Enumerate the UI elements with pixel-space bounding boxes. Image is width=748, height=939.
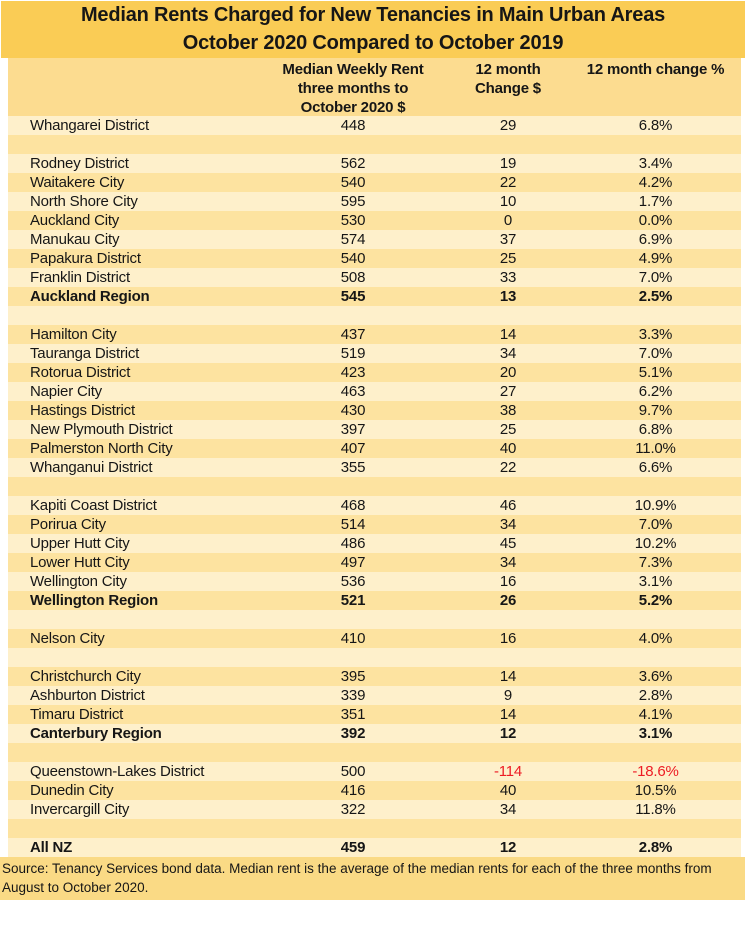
rent-cell: 463 bbox=[340, 383, 366, 400]
rent-cell: 574 bbox=[340, 231, 366, 248]
change-percent-cell: 7.0% bbox=[638, 516, 673, 533]
rent-cell: 486 bbox=[340, 535, 366, 552]
rent-cell: 540 bbox=[340, 174, 366, 191]
source-note: Source: Tenancy Services bond data. Median rent is the average of the median rents for each of the three months from August to October 2020. bbox=[0, 857, 745, 900]
title-line-2: October 2020 Compared to October 2019 bbox=[182, 32, 564, 54]
change-percent-cell: 4.1% bbox=[638, 706, 673, 723]
change-dollars-cell: 38 bbox=[499, 402, 517, 419]
change-percent-cell: 5.2% bbox=[638, 592, 673, 609]
table-body bbox=[8, 116, 741, 857]
title-line-1: Median Rents Charged for New Tenancies in Main Urban Areas bbox=[80, 4, 666, 26]
area-name-cell: Lower Hutt City bbox=[30, 554, 130, 571]
area-name-cell: Palmerston North City bbox=[30, 440, 173, 457]
rent-cell: 410 bbox=[340, 630, 366, 647]
change-dollars-cell: 14 bbox=[499, 706, 517, 723]
rent-cell: 351 bbox=[340, 706, 366, 723]
area-name-cell: Wellington Region bbox=[30, 592, 158, 609]
change-percent-cell: 10.5% bbox=[634, 782, 677, 799]
change-percent-cell: 10.2% bbox=[634, 535, 677, 552]
change-percent-cell: 2.8% bbox=[638, 839, 673, 856]
change-dollars-cell: 34 bbox=[499, 801, 517, 818]
table-row bbox=[8, 762, 741, 781]
rent-cell: 500 bbox=[340, 763, 366, 780]
rent-cell: 397 bbox=[340, 421, 366, 438]
area-name-cell: Manukau City bbox=[30, 231, 120, 248]
rent-cell: 355 bbox=[340, 459, 366, 476]
area-name-cell: Porirua City bbox=[30, 516, 106, 533]
change-dollars-cell: 16 bbox=[499, 630, 517, 647]
change-dollars-cell: 34 bbox=[499, 345, 517, 362]
change-percent-cell: 5.1% bbox=[638, 364, 673, 381]
rent-cell: 416 bbox=[340, 782, 366, 799]
change-percent-cell: 3.6% bbox=[638, 668, 673, 685]
table-row bbox=[8, 363, 741, 382]
table-row bbox=[8, 534, 741, 553]
table-row bbox=[8, 211, 741, 230]
change-dollars-cell: 14 bbox=[499, 668, 517, 685]
change-dollars-cell: 29 bbox=[499, 117, 517, 134]
change-dollars-cell: 22 bbox=[499, 459, 517, 476]
area-name-cell: Wellington City bbox=[30, 573, 127, 590]
rent-cell: 536 bbox=[340, 573, 366, 590]
rent-cell: 468 bbox=[340, 497, 366, 514]
area-name-cell: All NZ bbox=[30, 839, 73, 856]
change-percent-cell: 7.0% bbox=[638, 345, 673, 362]
change-percent-cell: 11.0% bbox=[635, 440, 676, 457]
change-dollars-cell: 19 bbox=[499, 155, 517, 172]
area-name-cell: New Plymouth District bbox=[30, 421, 173, 438]
change-dollars-cell: 34 bbox=[499, 516, 517, 533]
area-name-cell: North Shore City bbox=[30, 193, 138, 210]
table-row bbox=[8, 800, 741, 819]
rent-cell: 540 bbox=[340, 250, 366, 267]
area-name-cell: Rodney District bbox=[30, 155, 129, 172]
table-row bbox=[8, 458, 741, 477]
rent-cell: 448 bbox=[340, 117, 366, 134]
change-percent-cell: 4.9% bbox=[638, 250, 673, 267]
change-percent-cell: 1.7% bbox=[638, 193, 673, 210]
area-name-cell: Dunedin City bbox=[30, 782, 114, 799]
area-name-cell: Napier City bbox=[30, 383, 102, 400]
col-header-change-dollars: 12 month Change $ bbox=[475, 61, 541, 97]
spacer-row bbox=[8, 477, 741, 496]
area-name-cell: Auckland City bbox=[30, 212, 120, 229]
change-percent-cell: 9.7% bbox=[638, 402, 673, 419]
rent-cell: 508 bbox=[340, 269, 366, 286]
rent-cell: 521 bbox=[340, 592, 366, 609]
change-dollars-cell: 16 bbox=[499, 573, 517, 590]
area-name-cell: Timaru District bbox=[30, 706, 124, 723]
area-name-cell: Auckland Region bbox=[30, 288, 150, 305]
rent-cell: 519 bbox=[340, 345, 366, 362]
change-percent-cell: 2.5% bbox=[638, 288, 673, 305]
spacer-row bbox=[8, 135, 741, 154]
change-dollars-cell: 14 bbox=[499, 326, 517, 343]
change-dollars-cell: 25 bbox=[499, 250, 517, 267]
table-row bbox=[8, 591, 741, 610]
change-dollars-cell: 37 bbox=[499, 231, 517, 248]
change-percent-cell: 0.0% bbox=[638, 212, 673, 229]
area-name-cell: Waitakere City bbox=[30, 174, 125, 191]
area-name-cell: Franklin District bbox=[30, 269, 130, 286]
change-dollars-cell: 25 bbox=[499, 421, 517, 438]
table-row bbox=[8, 268, 741, 287]
table-row bbox=[8, 439, 741, 458]
rent-cell: 430 bbox=[340, 402, 366, 419]
table-row bbox=[8, 838, 741, 857]
change-dollars-cell: 12 bbox=[499, 725, 517, 742]
table-row bbox=[8, 515, 741, 534]
change-dollars-cell: 26 bbox=[499, 592, 517, 609]
rent-cell: 395 bbox=[340, 668, 366, 685]
change-percent-cell: 3.1% bbox=[638, 573, 673, 590]
area-name-cell: Tauranga District bbox=[30, 345, 140, 362]
table-row bbox=[8, 230, 741, 249]
table-row bbox=[8, 173, 741, 192]
table-row bbox=[8, 287, 741, 306]
change-dollars-cell: 22 bbox=[499, 174, 517, 191]
title-band bbox=[1, 1, 745, 58]
change-percent-cell: 6.6% bbox=[638, 459, 673, 476]
col-header-spacer bbox=[733, 58, 741, 60]
table-row bbox=[8, 116, 741, 135]
table-row bbox=[8, 724, 741, 743]
table-row bbox=[8, 553, 741, 572]
change-dollars-cell: 40 bbox=[499, 440, 517, 457]
change-percent-cell: 7.0% bbox=[638, 269, 673, 286]
rent-cell: 545 bbox=[340, 288, 366, 305]
change-dollars-cell: 27 bbox=[499, 383, 517, 400]
change-percent-cell: 4.0% bbox=[638, 630, 673, 647]
area-name-cell: Upper Hutt City bbox=[30, 535, 130, 552]
change-percent-cell: 3.3% bbox=[638, 326, 673, 343]
table-row bbox=[8, 420, 741, 439]
spacer-row bbox=[8, 743, 741, 762]
table-row bbox=[8, 629, 741, 648]
change-percent-cell: 6.8% bbox=[638, 421, 673, 438]
table-row bbox=[8, 496, 741, 515]
change-percent-cell: -18.6% bbox=[632, 763, 679, 780]
change-percent-cell: 6.2% bbox=[638, 383, 673, 400]
change-dollars-cell: 9 bbox=[503, 687, 513, 704]
change-dollars-cell: 20 bbox=[499, 364, 517, 381]
change-dollars-cell: 40 bbox=[499, 782, 517, 799]
table-row bbox=[8, 154, 741, 173]
table-row bbox=[8, 781, 741, 800]
col-header-median-rent: Median Weekly Rent three months to October 2020 $ bbox=[282, 61, 424, 116]
table-row bbox=[8, 667, 741, 686]
rent-cell: 322 bbox=[340, 801, 366, 818]
table-header-row bbox=[8, 58, 741, 116]
spacer-row bbox=[8, 306, 741, 325]
change-percent-cell: 7.3% bbox=[638, 554, 673, 571]
rent-table bbox=[8, 58, 741, 857]
change-percent-cell: 6.8% bbox=[638, 117, 673, 134]
rent-cell: 437 bbox=[340, 326, 366, 343]
rent-cell: 392 bbox=[340, 725, 366, 742]
table-row bbox=[8, 249, 741, 268]
change-dollars-cell: 34 bbox=[499, 554, 517, 571]
rent-cell: 562 bbox=[340, 155, 366, 172]
spacer-row bbox=[8, 819, 741, 838]
change-dollars-cell: 33 bbox=[499, 269, 517, 286]
table-row bbox=[8, 401, 741, 420]
change-percent-cell: 3.4% bbox=[638, 155, 673, 172]
area-name-cell: Invercargill City bbox=[30, 801, 130, 818]
rent-cell: 530 bbox=[340, 212, 366, 229]
area-name-cell: Whangarei District bbox=[30, 117, 149, 134]
area-name-cell: Hastings District bbox=[30, 402, 135, 419]
rent-cell: 514 bbox=[340, 516, 366, 533]
change-dollars-cell: -114 bbox=[493, 763, 523, 780]
rent-cell: 423 bbox=[340, 364, 366, 381]
spacer-row bbox=[8, 648, 741, 667]
change-dollars-cell: 13 bbox=[499, 288, 517, 305]
change-dollars-cell: 10 bbox=[499, 193, 517, 210]
area-name-cell: Christchurch City bbox=[30, 668, 141, 685]
table-row bbox=[8, 705, 741, 724]
area-name-cell: Canterbury Region bbox=[30, 725, 162, 742]
col-header-change-percent: 12 month change % bbox=[586, 61, 725, 78]
table-row bbox=[8, 686, 741, 705]
change-percent-cell: 2.8% bbox=[638, 687, 673, 704]
table-row bbox=[8, 192, 741, 211]
rent-cell: 339 bbox=[340, 687, 366, 704]
area-name-cell: Hamilton City bbox=[30, 326, 117, 343]
area-name-cell: Whanganui District bbox=[30, 459, 153, 476]
rent-cell: 459 bbox=[340, 839, 366, 856]
area-name-cell: Rotorua District bbox=[30, 364, 131, 381]
change-percent-cell: 3.1% bbox=[638, 725, 673, 742]
change-dollars-cell: 12 bbox=[499, 839, 517, 856]
spacer-row bbox=[8, 610, 741, 629]
area-name-cell: Kapiti Coast District bbox=[30, 497, 157, 514]
table-row bbox=[8, 382, 741, 401]
change-percent-cell: 10.9% bbox=[634, 497, 677, 514]
change-dollars-cell: 0 bbox=[503, 212, 513, 229]
area-name-cell: Queenstown-Lakes District bbox=[30, 763, 205, 780]
area-name-cell: Nelson City bbox=[30, 630, 105, 647]
area-name-cell: Ashburton District bbox=[30, 687, 145, 704]
change-dollars-cell: 45 bbox=[499, 535, 517, 552]
table-row bbox=[8, 325, 741, 344]
change-percent-cell: 11.8% bbox=[635, 801, 676, 818]
change-dollars-cell: 46 bbox=[499, 497, 517, 514]
area-name-cell: Papakura District bbox=[30, 250, 141, 267]
rent-cell: 407 bbox=[340, 440, 366, 457]
change-percent-cell: 4.2% bbox=[638, 174, 673, 191]
table-row bbox=[8, 344, 741, 363]
rent-cell: 497 bbox=[340, 554, 366, 571]
table-row bbox=[8, 572, 741, 591]
change-percent-cell: 6.9% bbox=[638, 231, 673, 248]
col-header-area bbox=[8, 58, 268, 60]
rent-cell: 595 bbox=[340, 193, 366, 210]
